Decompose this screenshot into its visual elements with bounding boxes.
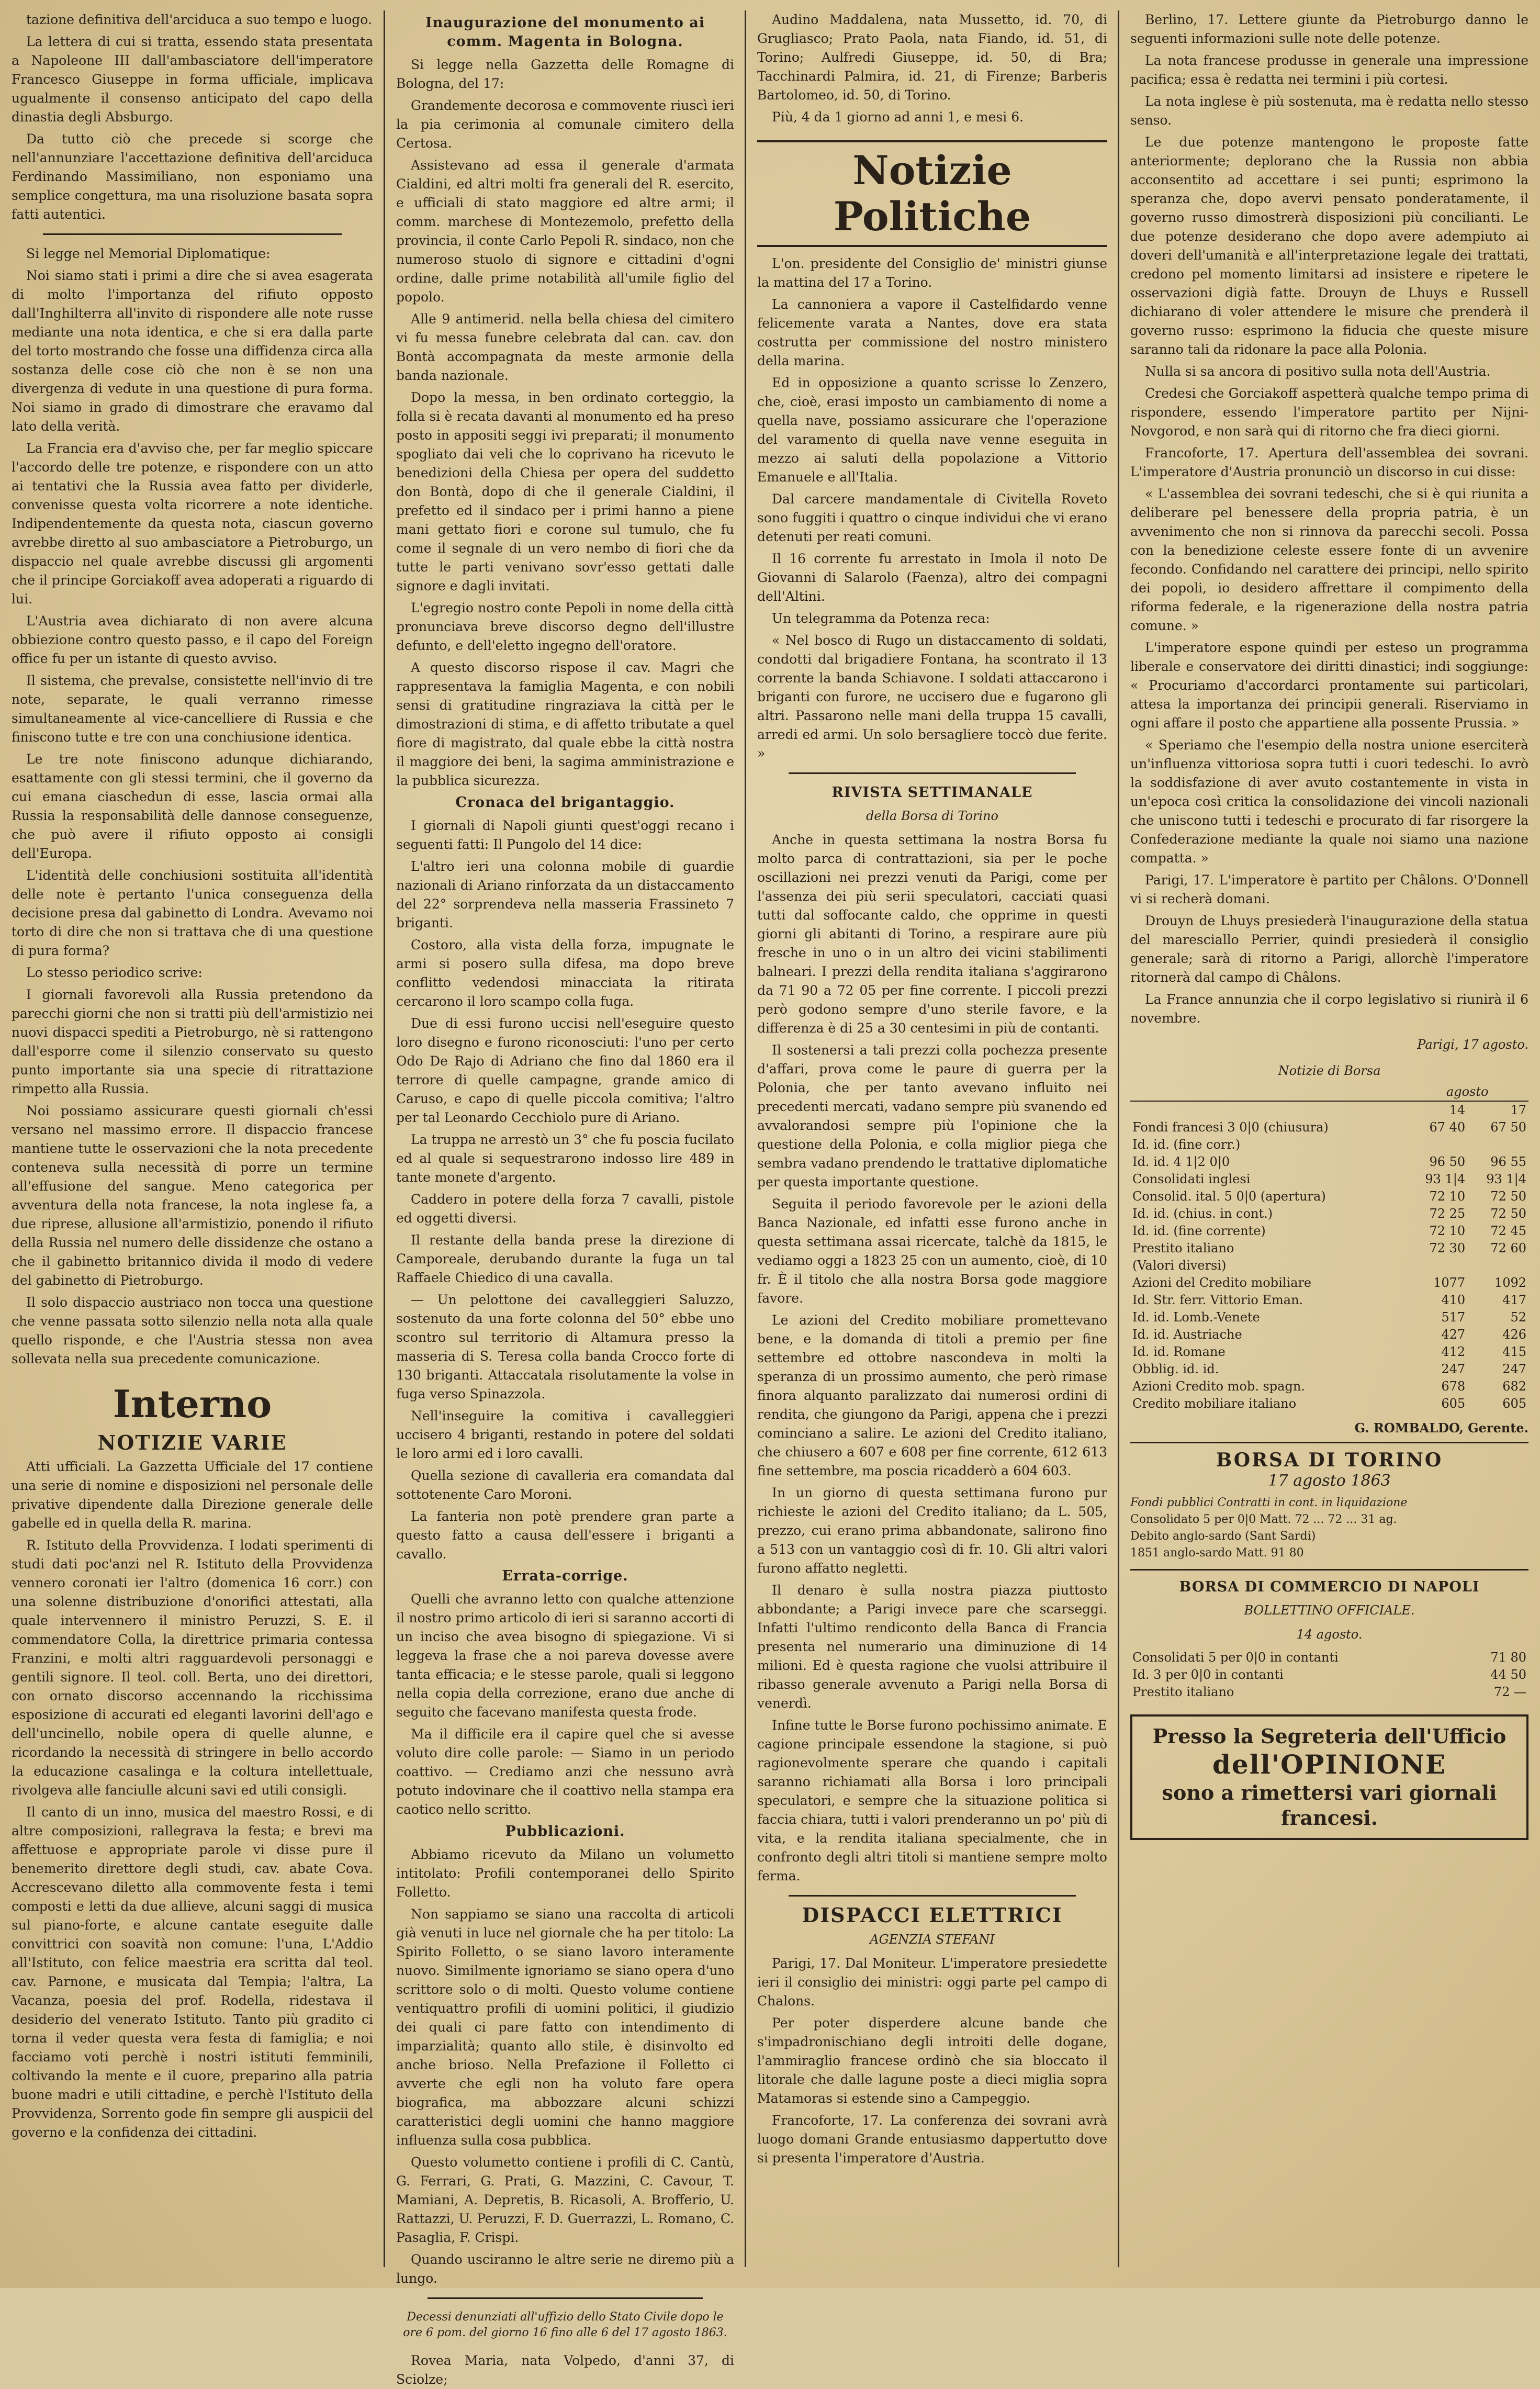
paragraph: L'Austria avea dichiarato di non avere alcuna obbiezione contro questo passo, e il capo del Foreign office fu per un istante di questo avviso. [12, 613, 373, 666]
paragraph: Alle 9 antimerid. nella bella chiesa del cimitero vi fu messa funebre celebrata dal can. cav. don Bontà accompagnata da meste armonie della banda nazionale. [396, 311, 734, 383]
table-cell: 72 50 [1490, 1206, 1526, 1221]
paragraph: L'altro ieri una colonna mobile di guardie nazionali di Ariano rinforzata da un distaccamento del 22° sorprendeva nella masseria Frassineto 7 briganti. [396, 859, 734, 930]
paragraph: Le azioni del Credito mobiliare promettevano bene, e la domanda di titoli a premio per fine settembre ed ottobre nascondeva in molti la speranza di un prossimo aumento, che però rimase finora alquanto paralizzato dai numerosi ordini di rendita, che giungono da Parigi, appena che i prezzi cominciano a salire. Le azioni del Credito italiano, che chiusero a 607 e 608 per fine corrente, 612 613 fine settembre, ma poscia ricadderò a 604 603. [757, 1313, 1107, 1478]
table-cell: agosto [1406, 1083, 1528, 1101]
paragraph: Quella sezione di cavalleria era comandata dal sottotenente Caro Moroni. [396, 1468, 734, 1502]
borsa-torino-header: Fondi pubblici Contratti in cont. in liquidazione [1130, 1496, 1408, 1509]
table-row [1130, 1361, 1528, 1378]
table-cell: 247 [1441, 1362, 1466, 1376]
table-cell: Id. Str. ferr. Vittorio Eman. [1132, 1293, 1303, 1307]
borsa-torino-title: BORSA DI TORINO [1216, 1449, 1443, 1471]
paragraph: Non sappiamo se siano una raccolta di articoli già venuti in luce nel giornale che ha per titolo: La Spirito Folletto, o se siano lavoro interamente nuovo. Similmente ignoriamo se siano opera d'uno scrittore solo o di molti. Questo volume contiene ventiquattro profili di uomini politici, il giudizio dei quali ci pare fatto con intendimento di imparzialità; quanto allo stile, è disinvolto ed anche brioso. Nella Prefazione il Folletto ci avverte che egli non ha voluto fare opera biografica, ma abbozzare alcuni schizzi caratteristici degli uomini che hanno maggiore influenza sulla cosa pubblica. [396, 1906, 734, 2148]
section-title-interno: Interno [113, 1382, 272, 1426]
paragraph: Francoforte, 17. Apertura dell'assemblea dei sovrani. L'imperatore d'Austria pronunciò un discorso in cui disse: [1130, 445, 1528, 479]
paragraph: Anche in questa settimana la nostra Borsa fu molto parca di contrattazioni, sia per le poche oscillazioni nei prezzi venuti da Parigi, come per l'assenza dei più serii speculatori, cacciati quasi tutti dal soffocante caldo, che opprime in questi giorni gli abitanti di Torino, a respirare aure più fresche in uno o in un altro dei vicini stabilimenti balneari. I prezzi della rendita italiana s'aggirarono da 71 90 a 72 05 per fine corrente. I piccoli prezzi però godono sempre d'uno sterile favore, e la differenza è di 25 a 30 centesimi in più de contanti. [757, 832, 1107, 1036]
napoli-table [1130, 1649, 1528, 1701]
paragraph: Parigi, 17. Dal Moniteur. L'imperatore presiedette ieri il consiglio dei ministri: oggi parte pel campo di Chalons. [757, 1956, 1107, 2009]
table-cell: Id. 3 per 0|0 in contanti [1132, 1667, 1284, 1682]
table-cell: Id. id. (fine corr.) [1132, 1137, 1241, 1152]
table-cell: Prestito italiano [1132, 1685, 1234, 1699]
paragraph: tazione definitiva dell'arciduca a suo tempo e luogo. [26, 12, 372, 27]
gerente-signature: G. ROMBALDO, Gerente. [1130, 1419, 1528, 1443]
paragraph: « L'assemblea dei sovrani tedeschi, che si è qui riunita a deliberare pel benessere della propria patria, è un avvenimento che non si rinnova da parecchi secoli. Possa con la benedizione celeste essere fonte di un avvenire fecondo. Confidando nel carattere dei principi, nello spirito dei popoli, io desidero affrettare il compimento della riforma federale, e la rigenerazione della nostra patria comune. » [1130, 486, 1528, 633]
table-row [1130, 1343, 1528, 1361]
paragraph: Quelli che avranno letto con qualche attenzione il nostro primo articolo di ieri si saranno accorti di un inciso che avea bisogno di spiegazione. Vi si leggeva la frase che a noi pareva dovesse avere tanta efficacia; e le stesse parole, quali si leggono nella copia della correzione, erano due anche di seguito che facevano manifesta questa frode. [396, 1591, 734, 1720]
paragraph: La truppa ne arrestò un 3° che fu poscia fucilato ed al quale si sequestrarono indosso lire 489 in tante monete d'argento. [396, 1132, 734, 1185]
paragraph: Si legge nel Memorial Diplomatique: [26, 246, 271, 261]
borsa-torino-date: 17 agosto 1863 [1268, 1472, 1391, 1490]
table-cell [1406, 1136, 1467, 1153]
table-cell: Id. id. Romane [1132, 1344, 1226, 1359]
paragraph: Da tutto ciò che precede si scorge che nell'annunziare l'accettazione definitiva dell'arciduca Ferdinando Massimiliano, non esponiamo una semplice congettura, ma una risoluzione basata sopra fatti autentici. [12, 131, 373, 222]
borsa-napoli-title: BORSA DI COMMERCIO DI NAPOLI [1179, 1579, 1480, 1595]
table-cell: 44 50 [1490, 1667, 1526, 1682]
paragraph: Abbiamo ricevuto da Milano un volumetto intitolato: Profili contemporanei dello Spirito Folletto. [396, 1847, 734, 1900]
table-row [1130, 1309, 1528, 1326]
table-row [1130, 1153, 1528, 1171]
paragraph: Caddero in potere della forza 7 cavalli, pistole ed oggetti diversi. [396, 1192, 734, 1226]
table-cell: 682 [1502, 1379, 1526, 1394]
borsa-napoli-date: 14 agosto. [1296, 1627, 1363, 1642]
article-heading: Inaugurazione del monumento ai comm. Magenta in Bologna. [425, 15, 705, 50]
table-cell: 605 [1502, 1396, 1526, 1411]
paragraph: Credesi che Gorciakoff aspetterà qualche tempo prima di rispondere, essendo l'imperatore partito per Nijni-Novgorod, e non sarà qui di ritorno che fra dieci giorni. [1130, 386, 1528, 439]
article-subheading: della Borsa di Torino [866, 809, 998, 823]
paragraph: La fanteria non potè prendere gran parte a questo fatto a causa dell'essere i briganti a cavallo. [396, 1509, 734, 1562]
table-cell: 247 [1502, 1362, 1526, 1376]
table-row [1130, 1378, 1528, 1395]
paragraph: Quando usciranno le altre serie ne diremo più a lungo. [396, 2252, 734, 2286]
table-cell: 427 [1441, 1327, 1466, 1342]
table-cell [1467, 1136, 1528, 1153]
table-row [1130, 1188, 1528, 1205]
notice-line: Presso la Segreteria dell'Ufficio [1152, 1724, 1507, 1748]
table-cell: 52 [1510, 1310, 1526, 1325]
table-cell: Id. id. 4 1|2 0|0 [1132, 1154, 1230, 1169]
table-cell: 72 50 [1490, 1189, 1526, 1204]
paragraph: L'on. presidente del Consiglio de' ministri giunse la mattina del 17 a Torino. [757, 256, 1107, 290]
paragraph: Atti ufficiali. La Gazzetta Ufficiale del 17 contiene una serie di nomine e disposizioni nel personale delle privative dipendente dalla Direzione generale delle gabelle ed in quella della R. marina. [12, 1459, 373, 1531]
napoli-table-body [1130, 1649, 1528, 1701]
borsa-torino-row: Debito anglo-sardo (Sant Sardi) [1130, 1530, 1316, 1543]
table-cell: 72 10 [1429, 1224, 1466, 1238]
paragraph: Grandemente decorosa e commovente riuscì ieri la pia cerimonia al comunale cimitero della Certosa. [396, 98, 734, 151]
table-row [1130, 1119, 1528, 1136]
paragraph: Si legge nella Gazzetta delle Romagne di Bologna, del 17: [396, 57, 734, 91]
table-row [1130, 1171, 1528, 1188]
table-cell: 67 50 [1490, 1120, 1526, 1135]
paragraph: La nota francese produsse in generale una impressione pacifica; essa è redatta nei termini i più cortesi. [1130, 53, 1528, 87]
column-1 [0, 10, 385, 2267]
table-row [1130, 1101, 1528, 1119]
table-cell: 426 [1502, 1327, 1526, 1342]
paragraph: Lo stesso periodico scrive: [26, 965, 203, 980]
paragraph: Noi siamo stati i primi a dire che si avea esagerata di molto l'importanza del rifiuto opposto dall'Inghilterra all'invito di rispondere alle note russe mediante una nota identica, e che si era dalla parte del torto mostrando che fosse una diffidenza circa alla sostanza delle cose ciò che non è se non una divergenza di vedute in una questione di pura forma. Noi siamo in grado di dimostrare che eravamo dal lato della verità. [12, 268, 373, 434]
table-cell: 72 — [1493, 1685, 1526, 1699]
table-cell: 72 45 [1490, 1224, 1526, 1238]
dateline-subtitle: Notizie di Borsa [1278, 1063, 1381, 1078]
table-cell: 72 60 [1490, 1241, 1526, 1255]
table-cell: 415 [1502, 1344, 1526, 1359]
table-row [1130, 1136, 1528, 1153]
paragraph: La France annunzia che il corpo legislativo si riunirà il 6 novembre. [1130, 992, 1528, 1026]
paragraph: Il canto di un inno, musica del maestro Rossi, e di altre composizioni, rallegrava la festa; e brevi ma affettuose e appropriate parole vi disse pure il benemerito direttore degli studi, cav. abate Cova. Accrescevano diletto alla commovente festa i temi composti e letti da due allieve, alcuni saggi di musica sul piano-forte, e alcune cantate eseguite dalle convittrici con soavità non comune: l'una, L'Addio all'Istituto, con felice maestria era scritta dal teol. cav. Parnone, e musicata dal Tempia; l'altra, La Vacanza, poesia del prof. Rodella, ridestava il desiderio del venerato Istituto. Tanto più gradito ci torna il veder questa vera festa di famiglia; e noi facciamo voti perchè i nostri istituti femminili, coltivando la mente e il cuore, preparino alla patria buone madri e utili cittadine, e perchè l'Istituto della Provvidenza, Sorrento gode fin sempre gli auspicii del governo e la confidenza dei cittadini. [12, 1804, 373, 2140]
table-cell: 678 [1441, 1379, 1466, 1394]
divider [43, 233, 342, 235]
divider [1130, 1569, 1528, 1571]
table-cell: Fondi francesi 3 0|0 (chiusura) [1132, 1120, 1329, 1135]
paragraph: Più, 4 da 1 giorno ad anni 1, e mesi 6. [772, 109, 1024, 125]
paragraph: La nota inglese è più sostenuta, ma è redatta nello stesso senso. [1130, 94, 1528, 128]
paragraph: La lettera di cui si tratta, essendo stata presentata a Napoleone III dall'ambasciatore dell'imperatore Francesco Giuseppe in forma ufficiale, implicava ugualmente il consenso anticipato del capo della dinastia degli Absburgo. [12, 34, 373, 125]
paragraph: Per poter disperdere alcune bande che s'impadronischiano degli introiti delle dogane, l'ammiraglio francese ordinò che sia bloccato il litorale che dalle lagune poste a dieci miglia sopra Matamoras si estende sino a Campeggio. [757, 2015, 1107, 2106]
section-title-notizie-politiche: Notizie Politiche [757, 140, 1107, 247]
paragraph: Ma il difficile era il capire quel che si avesse voluto dire colle parole: — Siamo in un periodo coattivo. — Crediamo anzi che nessuno avrà potuto indovinare che il coattivo nella stampa era caotico nello scritto. [396, 1726, 734, 1817]
table-cell: Prestito italiano [1132, 1241, 1234, 1255]
segreteria-notice-box [1130, 1714, 1528, 1840]
paragraph: I giornali di Napoli giunti quest'oggi recano i seguenti fatti: Il Pungolo del 14 dice: [396, 818, 734, 852]
paragraph: Dal carcere mandamentale di Civitella Roveto sono fuggiti i quattro o cinque individui che vi erano detenuti per reati comuni. [757, 491, 1107, 544]
article-heading: Pubblicazioni. [505, 1823, 625, 1840]
table-row [1130, 1274, 1528, 1292]
article-subheading: AGENZIA STEFANI [870, 1932, 995, 1947]
paragraph: L'egregio nostro conte Pepoli in nome della città pronunciava breve discorso degno dell'illustre defunto, e dell'eletto ingegno dell'oratore. [396, 600, 734, 653]
table-cell: 93 1|4 [1425, 1172, 1466, 1186]
paragraph: Il denaro è sulla nostra piazza piuttosto abbondante; a Parigi invece pare che scarseggi. Infatti l'ultimo rendiconto della Banca di Francia presenta nel numerario una diminuzione di 14 milioni. Ed è questa ragione che vuolsi attribuire il ribasso generale avvenuto a Parigi nella Borsa di venerdì. [757, 1583, 1107, 1711]
borsa-torino-row: 1851 anglo-sardo Matt. 91 80 [1130, 1546, 1304, 1560]
column-3 [746, 10, 1119, 2267]
paragraph: Il sistema, che prevalse, consistette nell'invio di tre note, separate, le quali verranno rimesse simultaneamente al vice-cancelliere di Russia e che finiscono tutte e tre con una conchiusione identica. [12, 673, 373, 745]
table-cell [1130, 1101, 1406, 1119]
table-cell: 96 50 [1429, 1154, 1466, 1169]
paragraph: Il sostenersi a tali prezzi colla pochezza presente d'affari, prova come le paure di guerra per la Polonia, che per tanto avevano influito nei precedenti mercati, vadano sempre più svanendo ed avvalorandosi sempre più l'opinione che la questione della Polonia, e colla miglior piega che sembra vadano prendendo le trattative diplomatiche per questa importante questione. [757, 1042, 1107, 1190]
article-heading: Errata-corrige. [502, 1568, 628, 1584]
table-cell: Credito mobiliare italiano [1132, 1396, 1297, 1411]
paragraph: Nell'inseguire la comitiva i cavalleggieri uccisero 4 briganti, restando in potere del soldati le loro armi ed i loro cavalli. [396, 1408, 734, 1461]
table-cell: 412 [1441, 1344, 1466, 1359]
table-cell: 93 1|4 [1486, 1172, 1526, 1186]
paragraph: Noi possiamo assicurare questi giornali ch'essi versano nel massimo errore. Il dispaccio francese mantiene tutte le osservazioni che la nota precedente conteneva sulla necessità di porre un termine all'effusione del sangue. Meno categorica per avventura della nota francese, la nota inglese fa, a due riprese, allusione all'armistizio, ponendo il rifiuto della Russia nel numero delle dissidenze che ostano a che il gabinetto britannico divida il modo di vedere del gabinetto di Pietroburgo. [12, 1103, 373, 1288]
paragraph: La Francia era d'avviso che, per far meglio spiccare l'accordo delle tre potenze, e rispondere con un atto ai tentativi che la Russia avea fatto per dividerle, convenisse questa volta ricorrere a note identiche. Indipendentemente da questa nota, ciascun governo avrebbe diretto al suo ambasciatore a Pietroburgo, un dispaccio nel quale avrebbe discussi gli argomenti che il principe Gorciakoff avea adoperati a riguardo di lui. [12, 441, 373, 607]
section-subtitle: NOTIZIE VARIE [97, 1431, 287, 1454]
column-2 [385, 10, 746, 2387]
table-row [1130, 1649, 1528, 1666]
table-cell: 417 [1502, 1293, 1526, 1307]
table-cell [1130, 1083, 1406, 1101]
table-cell: Azioni Credito mob. spagn. [1132, 1379, 1305, 1394]
table-cell: 1092 [1494, 1275, 1526, 1290]
paragraph: L'identità delle conchiusioni sostituita all'identità delle note è pertanto l'unica conseguenza della decisione presa dal gabinetto di Londra. Avevamo noi torto di dire che non si trattava che di una questione di pura forma? [12, 868, 373, 958]
table-cell: (Valori diversi) [1132, 1258, 1227, 1273]
paragraph: L'imperatore espone quindi per esteso un programma liberale e conservatore dei diritti dinastici; indi soggiunge: « Procuriamo d'accordarci prontamente sui particolari, attesa la importanza dei principii generali. Riserviamo in ogni affare il posto che appartiene alla possente Prussia. » [1130, 640, 1528, 731]
paragraph: Seguita il periodo favorevole per le azioni della Banca Nazionale, ed infatti esse furono anche in questa settimana assai ricercate, talchè da 1815, le vediamo oggi a 1823 25 con un aumento, cioè, di 10 fr. È il titolo che alla nostra Borsa gode maggiore favore. [757, 1196, 1107, 1306]
table-cell: Id. id. (chius. in cont.) [1132, 1206, 1273, 1221]
table-row [1130, 1684, 1528, 1701]
table-cell: Consolid. ital. 5 0|0 (apertura) [1132, 1189, 1326, 1204]
table-cell: 72 10 [1429, 1189, 1466, 1204]
divider [789, 1895, 1076, 1897]
paragraph: Questo volumetto contiene i profili di C. Cantù, G. Ferrari, G. Prati, G. Mazzini, C. Cavour, T. Mamiani, A. Depretis, B. Ricasoli, A. Brofferio, U. Rattazzi, U. Peruzzi, F. D. Guerrazzi, L. Romano, C. Pasaglia, F. Crispi. [396, 2155, 734, 2245]
table-cell: 605 [1441, 1396, 1466, 1411]
table-row [1130, 1205, 1528, 1222]
table-cell [1467, 1257, 1528, 1274]
paragraph: Rovea Maria, nata Volpedo, d'anni 37, di Sciolze; [396, 2353, 734, 2387]
table-cell: Obblig. id. id. [1132, 1362, 1219, 1376]
table-cell: 1077 [1433, 1275, 1466, 1290]
paragraph: — Un pelottone dei cavalleggieri Saluzzo, sostenuto da una forte colonna del 50° ebbe uno scontro sul territorio di Altamura presso la masseria di S. Teresa colla banda Crocco forte di 130 briganti. Attaccatala risolutamente la volse in fuga verso Spinazzola. [396, 1292, 734, 1401]
paragraph: Le due potenze mantengono le proposte fatte anteriormente; deplorano che la Russia non abbia acconsentito ad accettare i sei punti; esprimono la speranza che, dopo avervi pensato ponderatamente, il governo russo dimostrerà disposizioni più concilianti. Le due potenze desiderano che dopo avere adempiuto ai doveri dell'umanità e all'interpretazione legale dei trattati, credono pel momento limitarsi ad insistere e ripetere le osservazioni digià fatte. Drouyn de Lhuys e Russell dichiarano di voler attendere le misure che prenderà il governo russo: esprimono la fiducia che queste misure saranno tali da ridonare la pace alla Polonia. [1130, 134, 1528, 357]
table-cell: 71 80 [1490, 1650, 1526, 1665]
paragraph: Il 16 corrente fu arrestato in Imola il noto De Giovanni di Salarolo (Faenza), altro dei compagni dell'Altini. [757, 551, 1107, 604]
paragraph: Un telegramma da Potenza reca: [772, 611, 990, 626]
table-cell: Id. id. Lomb.-Venete [1132, 1310, 1260, 1325]
paragraph: Ed in opposizione a quanto scrisse lo Zenzero, che, cioè, erasi imposto un cambiamento di nome a quella nave, possiamo assicurare che l'operazione del varamento di quella nave venne eseguita in mezzo ai saluti della popolazione a Vittorio Emanuele e all'Italia. [757, 375, 1107, 485]
paragraph: In un giorno di questa settimana furono pur richieste le azioni del Credito italiano; da L. 505, prezzo, cui erano prima abbandonate, salirono fino a 513 con un vantaggio così di fr. 10. Gli altri valori furono affatto negletti. [757, 1485, 1107, 1576]
paragraph: Il restante della banda prese la direzione di Camporeale, derubando durante la fuga un tal Raffaele Chiedico di una cavalla. [396, 1232, 734, 1285]
table-cell: Consolidati 5 per 0|0 in contanti [1132, 1650, 1339, 1665]
table-cell: 72 30 [1429, 1241, 1466, 1255]
stock-table [1130, 1083, 1528, 1412]
table-cell: 14 [1449, 1103, 1466, 1117]
table-cell: 517 [1441, 1310, 1466, 1325]
paragraph: Assistevano ad essa il generale d'armata Cialdini, ed altri molti fra generali del R. esercito, e ufficiali di stato maggiore ed altre armi; il comm. marchese di Montezemolo, prefetto della provincia, il conte Carlo Pepoli R. sindaco, non che numeroso stuolo di signore e cittadini d'ogni ordine, dalle prime notabilità all'umile figlio del popolo. [396, 158, 734, 305]
table-cell: 17 [1510, 1103, 1526, 1117]
table-row [1130, 1395, 1528, 1412]
section-subtitle: DISPACCI ELETTRICI [802, 1903, 1063, 1927]
table-row [1130, 1083, 1528, 1101]
paragraph: Il solo dispaccio austriaco non tocca una questione che venne passata sotto silenzio nella nota alla quale quello risponde, e che l'Austria stessa non avea sollevata nella sua precedente comunicazione. [12, 1295, 373, 1366]
paragraph: A questo discorso rispose il cav. Magri che rappresentava la famiglia Magenta, e con nobili sensi di gratitudine ringraziava la città per le dimostrazioni di stima, e di affetto tributate a quel fiore di magistrato, dal quale ebbe la città nostra il maggiore dei beni, la sagima amministrazione e la pubblica sicurezza. [396, 660, 734, 788]
divider [789, 772, 1076, 774]
paragraph: Francoforte, 17. La conferenza dei sovrani avrà luogo domani Grande entusiasmo dappertutto dove si presenta l'imperatore d'Austria. [757, 2113, 1107, 2166]
paragraph: Parigi, 17. L'imperatore è partito per Châlons. O'Donnell vi si recherà domani. [1130, 872, 1528, 906]
stock-table-body [1130, 1119, 1528, 1412]
paragraph: Due di essi furono uccisi nell'eseguire questo loro disegno e furono riconosciuti: l'uno per certo Odo De Rajo di Adriano che fino dal 1860 era il terrore di quelle campagne, grande amico di Caruso, e capo di quelle piccola comitiva; l'altro per tal Leonardo Cecchiolo pure di Ariano. [396, 1016, 734, 1125]
paragraph: R. Istituto della Provvidenza. I lodati sperimenti di studi dati poc'anzi nel R. Istituto della Provvidenza vennero coronati ier l'altro (domenica 16 corr.) con una solenne distribuzione d'onorifici attestati, alla quale intervennero il ministro Peruzzi, S. E. il commendatore Colla, la direttrice primaria contessa Franzini, e molti altri ragguardevoli personaggi e gentili signore. Il teol. coll. Berta, uno dei direttori, con ornato discorso accennando la ricchissima esposizione di accurati ed eleganti lavorini dell'ago e dell'uncinello, nobile opera di quelle alunne, e ricordando la necessità di stringere in bello accordo la educazione casalinga e la coltura intellettuale, rivolgeva alle fanciulle alcuni savi ed utili consigli. [12, 1538, 373, 1798]
table-cell: 96 55 [1490, 1154, 1526, 1169]
table-row [1130, 1240, 1528, 1257]
table-cell: Id. id. Austriache [1132, 1327, 1242, 1342]
civil-registry-note: Decessi denunziati all'uffizio dello Stato Civile dopo le ore 6 pom. del giorno 16 fino alle 6 del 17 agosto 1863. [403, 2311, 727, 2339]
paragraph: Le tre note finiscono adunque dichiarando, esattamente con gli stessi termini, che il governo da cui emana ciaschedun di esse, lascia ormai alla Russia la responsabilità delle dannose conseguenze, che può avere il rifiuto opposto ai consigli dell'Europa. [12, 752, 373, 861]
paragraph: Drouyn de Lhuys presiederà l'inaugurazione della statua del maresciallo Perrier, quindi presiederà il consiglio generale; sarà di ritorno a Parigi, allorchè l'imperatore ritornerà dal campo di Châlons. [1130, 913, 1528, 985]
table-row [1130, 1666, 1528, 1684]
table-cell [1406, 1257, 1467, 1274]
paragraph: « Speriamo che l'esempio della nostra unione eserciterà un'influenza vittoriosa sopra tutti i cuori tedeschi. Io avrò la soddisfazione di aver avuto costantemente in vista in un'epoca così critica la consolidazione dei vincoli nazionali che uniscono tutti i tedeschi e procurato di far risorgere la Confederazione mediante la quale noi siamo una nazione compatta. » [1130, 737, 1528, 866]
article-heading: RIVISTA SETTIMANALE [831, 784, 1033, 801]
borsa-torino-row: Consolidato 5 per 0|0 Matt. 72 ... 72 ... 31 ag. [1130, 1513, 1397, 1526]
paragraph: « Nel bosco di Rugo un distaccamento di soldati, condotti dal brigadiere Fontana, ha scontrato il 13 corrente la banda Schiavone. I soldati attaccarono i briganti con furore, ne uccisero due e fugarono gli altri. Passarono nelle mani della truppa 15 cavalli, arredi ed armi. Un solo bersagliere toccò due ferite. » [757, 633, 1107, 761]
notice-line: sono a rimettersi vari giornali francesi. [1162, 1781, 1497, 1830]
table-row [1130, 1292, 1528, 1309]
paragraph: Audino Maddalena, nata Mussetto, id. 70, di Grugliasco; Prato Paola, nata Fiando, id. 51, di Torino; Aulfredi Giuseppe, id. 50, di Bra; Tacchinardi Palmira, id. 21, di Firenze; Barberis Bartolomeo, id. 50, di Torino. [757, 12, 1107, 103]
paragraph: I giornali favorevoli alla Russia pretendono da parecchi giorni che non si tratti più dell'armistizio nei nuovi dispacci spediti a Pietroburgo, nè si rattengono dall'esporre come il silenzio conservato su questo punto importante sia una specie di ritrattazione rimpetto alla Russia. [12, 987, 373, 1096]
table-cell: 410 [1441, 1293, 1466, 1307]
column-4 [1119, 10, 1540, 2267]
paragraph: Berlino, 17. Lettere giunte da Pietroburgo danno le seguenti informazioni sulle note delle potenze. [1130, 12, 1528, 46]
divider [428, 2297, 703, 2299]
table-row [1130, 1222, 1528, 1240]
table-cell: 72 25 [1429, 1206, 1466, 1221]
dateline: Parigi, 17 agosto. [1417, 1037, 1528, 1052]
table-row [1130, 1326, 1528, 1343]
paragraph: Nulla si sa ancora di positivo sulla nota dell'Austria. [1145, 364, 1491, 379]
paragraph: La cannoniera a vapore il Castelfidardo venne felicemente varata a Nantes, dove era stata costrutta per commissione del nostro ministero della marina. [757, 297, 1107, 368]
table-row [1130, 1257, 1528, 1274]
table-cell: 67 40 [1429, 1120, 1466, 1135]
table-cell: Azioni del Credito mobiliare [1132, 1275, 1312, 1290]
table-cell: Id. id. (fine corrente) [1132, 1224, 1266, 1238]
article-heading: Cronaca del brigantaggio. [455, 794, 675, 811]
borsa-napoli-subtitle: BOLLETTINO OFFICIALE. [1244, 1603, 1415, 1618]
paragraph: Dopo la messa, in ben ordinato corteggio, la folla si è recata davanti al monumento ed ha preso posto in appositi seggi ivi preparati; il monumento spogliato dai veli che lo coprivano ha ricevuto le benedizioni della Chiesa per opera del suddetto don Bontà, dopo di che il generale Cialdini, il prefetto ed il sindaco per i primi hanno a piene mani gettato fiori e corone sul tumulo, che fu come il segnale di un vero nembo di fiori che da tutte le parti venivano sovr'esso gettati dalle signore e dagli invitati. [396, 390, 734, 593]
table-cell: Consolidati inglesi [1132, 1172, 1251, 1186]
paragraph: Costoro, alla vista della forza, impugnate le armi si posero sulla difesa, ma dopo breve conflitto vedendosi minacciata la ritirata cercarono il loro scampo colla fuga. [396, 937, 734, 1009]
notice-line: dell'OPINIONE [1212, 1749, 1447, 1780]
paragraph: Infine tutte le Borse furono pochissimo animate. E cagione principale essendone la stagione, si può ragionevolmente sperare che quando i capitali saranno richiamati alla Borsa i loro principali speculatori, e sempre che la situazione politica si faccia chiara, tutti i valori prenderanno un po' più di vita, e la rendita italiana specialmente, che in confronto degli altri titoli si mantiene sempre molto ferma. [757, 1718, 1107, 1883]
